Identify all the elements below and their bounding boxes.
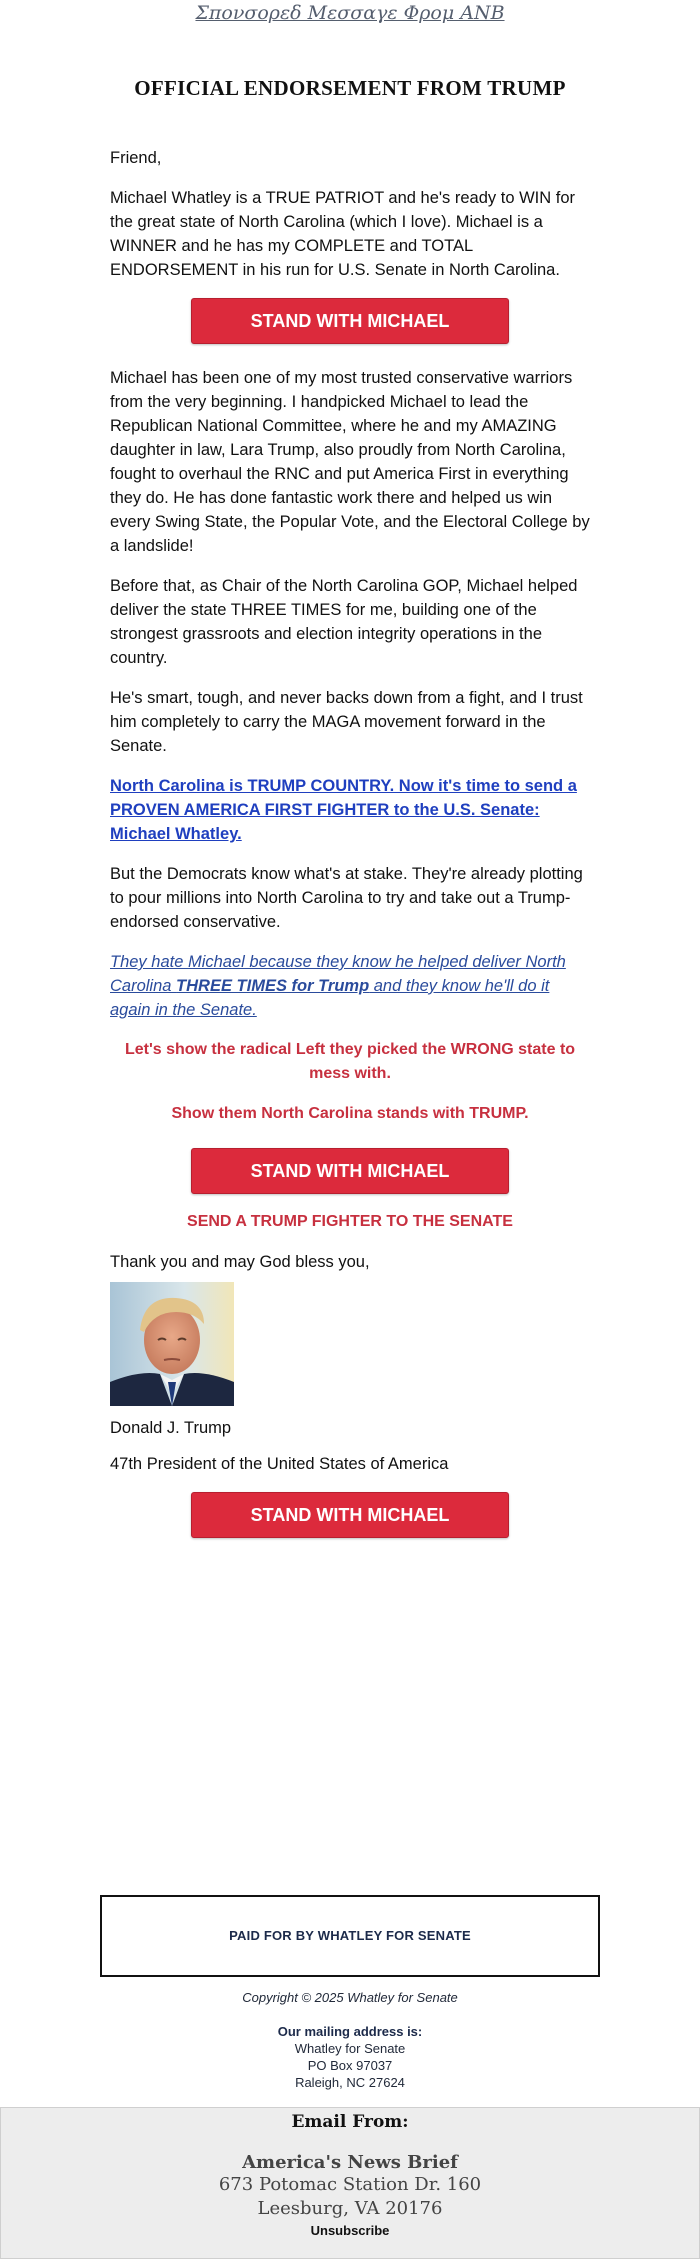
email-headline: OFFICIAL ENDORSEMENT FROM TRUMP: [134, 76, 566, 100]
mailing-label: Our mailing address is:: [277, 2024, 423, 2039]
sender-address-line: Leesburg, VA 20176: [257, 2198, 443, 2219]
trump-country-link[interactable]: North Carolina is TRUMP COUNTRY. Now it's time to send a PROVEN AMERICA FIRST FIGHTER to the U.S. Senate: Michael Whatley.: [110, 777, 577, 843]
mailing-line: Raleigh, NC 27624: [295, 2075, 405, 2090]
paragraph-democrats: But the Democrats know what's at stake. They're already plotting to pour millions into North Carolina to try and take out a Trump-endorsed conservative.: [110, 865, 583, 931]
mailing-line: Whatley for Senate: [294, 2041, 406, 2056]
unsubscribe-link[interactable]: Unsubscribe: [310, 2223, 390, 2238]
email-body: [110, 146, 590, 1560]
link-part-b: THREE TIMES for Trump: [176, 977, 370, 995]
stand-with-michael-button-2[interactable]: STAND WITH MICHAEL: [191, 1148, 509, 1194]
mailing-line: PO Box 97037: [307, 2058, 393, 2073]
wrong-state-callout: Let's show the radical Left they picked the WRONG state to mess with.: [124, 1041, 576, 1082]
they-hate-michael-link[interactable]: [110, 950, 590, 1022]
sponsored-message-link[interactable]: Σπονσορεδ Μεσσαγε Φρομ ΑΝΒ: [195, 2, 505, 24]
paragraph-rnc: Michael has been one of my most trusted conservative warriors from the very beginning. I handpicked Michael to lead the Republican National Committee, where he and my AMAZING daughter in law, Lara Trump, also proudly from North Carolina, fought to overhaul the RNC and put America First in everything they do. He has done fantastic work there and helped us win every Swing State, the Popular Vote, and the Electoral College by a landslide!: [110, 369, 590, 555]
trump-portrait-photo: [110, 1282, 234, 1406]
portrait-image: [110, 1282, 234, 1406]
send-fighter-callout: SEND A TRUMP FIGHTER TO THE SENATE: [187, 1213, 513, 1230]
sender-footer: [0, 2107, 700, 2259]
stand-with-michael-button-3[interactable]: STAND WITH MICHAEL: [191, 1492, 509, 1538]
greeting: Friend,: [110, 149, 162, 167]
sender-org-name: America's News Brief: [242, 2152, 458, 2173]
nc-stands-callout: Show them North Carolina stands with TRUMP.: [171, 1105, 529, 1122]
link-part-a: They hate Michael because they know he helped deliver North Carolina: [110, 953, 566, 995]
mailing-address: [0, 2023, 700, 2091]
paragraph-endorsement: Michael Whatley is a TRUE PATRIOT and he's ready to WIN for the great state of North Carolina (which I love). Michael is a WINNER and he has my COMPLETE and TOTAL ENDORSEMENT in his run for U.S. Senate in North Carolina.: [110, 189, 575, 279]
sender-address-line: 673 Potomac Station Dr. 160: [218, 2174, 482, 2195]
signature-name: Donald J. Trump: [110, 1419, 232, 1437]
stand-with-michael-button[interactable]: STAND WITH MICHAEL: [191, 298, 509, 344]
link-part-c: and they know he'll do it again in the Senate.: [110, 977, 550, 1019]
paragraph-nc-gop: Before that, as Chair of the North Carolina GOP, Michael helped deliver the state THREE TIMES for me, building one of the strongest grassroots and election integrity operations in the country.: [110, 577, 578, 667]
paragraph-smart-tough: He's smart, tough, and never backs down from a fight, and I trust him completely to carry the MAGA movement forward in the Senate.: [110, 689, 583, 755]
signature-title: 47th President of the United States of America: [110, 1455, 449, 1473]
paid-for-disclaimer: PAID FOR BY WHATLEY FOR SENATE: [100, 1895, 600, 1977]
email-from-label: Email From:: [291, 2112, 409, 2132]
copyright-notice: Copyright © 2025 Whatley for Senate: [242, 1990, 458, 2005]
closing-line: Thank you and may God bless you,: [110, 1253, 370, 1271]
